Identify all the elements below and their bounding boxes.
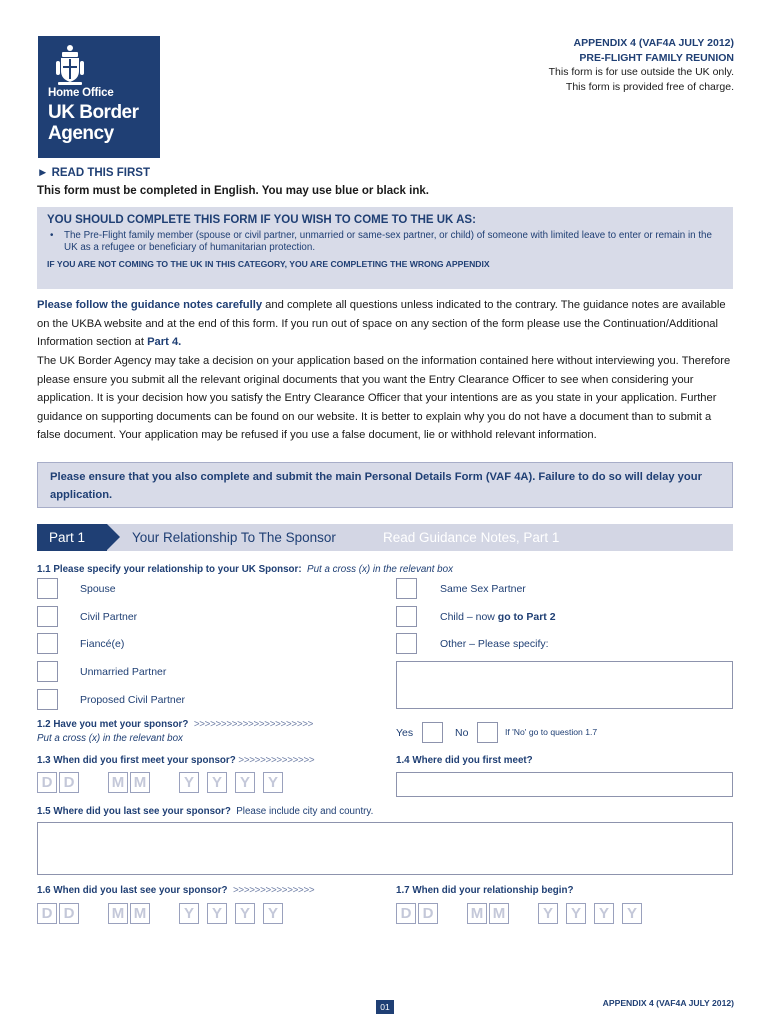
date-month-1-box[interactable]: M xyxy=(108,772,128,793)
option-proposed-civil-partner: Proposed Civil Partner xyxy=(80,694,186,706)
checkbox-child[interactable] xyxy=(396,606,417,627)
option-same-sex-partner: Same Sex Partner xyxy=(440,583,526,595)
q1-2-arrows: >>>>>>>>>>>>>>>>>>>>>> xyxy=(193,719,314,730)
date-first-meet[interactable] xyxy=(37,772,297,794)
ukba-logo xyxy=(38,36,160,158)
first-meet-location-field[interactable] xyxy=(396,772,733,797)
checkbox-fiance[interactable] xyxy=(37,633,58,654)
q1-2-text: 1.2 Have you met your sponsor? xyxy=(37,719,189,730)
checkbox-met-yes[interactable] xyxy=(422,722,443,743)
q1-3-text: 1.3 When did you first meet your sponsor? xyxy=(37,755,236,766)
date-day-2-box[interactable]: D xyxy=(418,903,438,924)
option-fiance: Fiancé(e) xyxy=(80,638,125,650)
q1-1-text: 1.1 Please specify your relationship to your UK Sponsor: xyxy=(37,564,302,575)
part1-arrow-icon xyxy=(107,524,120,550)
guidance-paragraph xyxy=(37,296,737,352)
part1-title: Your Relationship To The Sponsor xyxy=(132,530,336,545)
q1-3-label xyxy=(37,755,314,766)
option-unmarried-partner: Unmarried Partner xyxy=(80,666,167,678)
date-relationship-began[interactable] xyxy=(396,903,656,925)
q1-2-yes-label: Yes xyxy=(396,727,414,739)
q1-2-hint: Put a cross (x) in the relevant box xyxy=(37,733,183,744)
checkbox-same-sex-partner[interactable] xyxy=(396,578,417,599)
date-year-4-box[interactable]: Y xyxy=(622,903,642,924)
q1-4-label: 1.4 Where did you first meet? xyxy=(396,755,533,766)
checkbox-spouse[interactable] xyxy=(37,578,58,599)
q1-6-label xyxy=(37,885,314,896)
eligibility-box xyxy=(37,207,733,289)
date-last-seen[interactable] xyxy=(37,903,297,925)
q1-6-arrows: >>>>>>>>>>>>>>> xyxy=(233,885,315,896)
date-year-3-box[interactable]: Y xyxy=(594,903,614,924)
q1-7-label: 1.7 When did your relationship begin? xyxy=(396,885,574,896)
checkbox-met-no[interactable] xyxy=(477,722,498,743)
form-note-outside-uk: This form is for use outside the UK only. xyxy=(548,66,734,78)
option-civil-partner: Civil Partner xyxy=(80,611,138,623)
form-title: PRE-FLIGHT FAMILY REUNION xyxy=(579,51,734,64)
checkbox-other[interactable] xyxy=(396,633,417,654)
part1-guidance: Read Guidance Notes, Part 1 xyxy=(383,530,560,545)
decision-paragraph: The UK Border Agency may take a decision on your application based on the information contained here without interviewing you. Therefore please ensure you submit all the relevant original documents that you want the Entry Clearance Officer to see when considering your application. It is your decision how you satisfy the Entry Clearance Officer that your intentions are as you state in your application. Further guidance on supporting documents can be found on our website. It is better to explain why you do not have a document than to submit a false document. Your application may be refused if you use a false document, lie or withhold relevant information. xyxy=(37,355,731,442)
option-other: Other – Please specify: xyxy=(440,638,549,650)
date-month-1-box[interactable]: M xyxy=(108,903,128,924)
date-month-1-box[interactable]: M xyxy=(467,903,487,924)
date-day-1-box[interactable]: D xyxy=(37,772,57,793)
q1-2-if-no-note: If 'No' go to question 1.7 xyxy=(505,727,598,737)
q1-3-arrows: >>>>>>>>>>>>>> xyxy=(238,755,315,766)
read-this-first-heading: ► READ THIS FIRST xyxy=(37,167,150,179)
date-year-1-box[interactable]: Y xyxy=(179,772,199,793)
appendix-label: APPENDIX 4 (VAF4A JULY 2012) xyxy=(573,37,734,49)
date-year-2-box[interactable]: Y xyxy=(207,772,227,793)
date-month-2-box[interactable]: M xyxy=(130,903,150,924)
q1-1-hint: Put a cross (x) in the relevant box xyxy=(307,564,453,575)
eligibility-title: YOU SHOULD COMPLETE THIS FORM IF YOU WISH TO COME TO THE UK AS: xyxy=(47,214,476,226)
logo-agency-name: UK Border Agency xyxy=(48,102,139,144)
ink-instruction: This form must be completed in English. You may use blue or black ink. xyxy=(37,185,429,197)
date-day-2-box[interactable]: D xyxy=(59,903,79,924)
q1-5-hint: Please include city and country. xyxy=(236,806,374,817)
date-day-1-box[interactable]: D xyxy=(37,903,57,924)
option-child-text: Child – now xyxy=(440,611,498,623)
date-day-1-box[interactable]: D xyxy=(396,903,416,924)
checkbox-civil-partner[interactable] xyxy=(37,606,58,627)
part1-header xyxy=(37,524,733,551)
other-specify-field[interactable] xyxy=(396,661,733,709)
footer-appendix: APPENDIX 4 (VAF4A JULY 2012) xyxy=(602,998,734,1008)
q1-5-text: 1.5 Where did you last see your sponsor? xyxy=(37,806,231,817)
q1-6-text: 1.6 When did you last see your sponsor? xyxy=(37,885,228,896)
q1-2-hint-line xyxy=(37,733,183,744)
ensure-note-box: Please ensure that you also complete and submit the main Personal Details Form (VAF 4A). Failure to do so will delay your application. xyxy=(37,462,733,508)
option-spouse: Spouse xyxy=(80,583,116,595)
date-year-4-box[interactable]: Y xyxy=(263,772,283,793)
option-child xyxy=(440,611,556,623)
date-year-3-box[interactable]: Y xyxy=(235,772,255,793)
date-year-3-box[interactable]: Y xyxy=(235,903,255,924)
date-year-1-box[interactable]: Y xyxy=(538,903,558,924)
logo-home-office: Home Office xyxy=(48,87,114,99)
eligibility-warning: IF YOU ARE NOT COMING TO THE UK IN THIS CATEGORY, YOU ARE COMPLETING THE WRONG APPENDIX xyxy=(47,259,490,269)
page-number: 01 xyxy=(376,1000,394,1014)
q1-2-label xyxy=(37,719,313,730)
guidance-part-ref: Part 4. xyxy=(147,336,182,349)
last-seen-location-field[interactable] xyxy=(37,822,733,875)
q1-1-label xyxy=(37,564,453,575)
royal-crest-icon xyxy=(52,43,88,87)
checkbox-proposed-civil-partner[interactable] xyxy=(37,689,58,710)
checkbox-unmarried-partner[interactable] xyxy=(37,661,58,682)
date-year-1-box[interactable]: Y xyxy=(179,903,199,924)
date-year-2-box[interactable]: Y xyxy=(207,903,227,924)
q1-2-no-label: No xyxy=(455,727,469,739)
date-month-2-box[interactable]: M xyxy=(489,903,509,924)
q1-5-label xyxy=(37,806,373,817)
date-month-2-box[interactable]: M xyxy=(130,772,150,793)
form-header xyxy=(549,36,734,94)
guidance-text: and complete all questions unless indicated to the contrary. The guidance notes are available on the UKBA website and at the end of this form. If you run out of space on any section of the form please use the Continuation/Additional Information section at xyxy=(37,299,726,349)
option-child-link: go to Part 2 xyxy=(497,611,556,623)
date-year-2-box[interactable]: Y xyxy=(566,903,586,924)
date-year-4-box[interactable]: Y xyxy=(263,903,283,924)
form-note-free: This form is provided free of charge. xyxy=(565,80,734,93)
date-day-2-box[interactable]: D xyxy=(59,772,79,793)
part1-label: Part 1 xyxy=(37,524,107,551)
eligibility-bullet: • The Pre-Flight family member (spouse or civil partner, unmarried or same-sex partner, or child) of someone with limited leave to enter or remain in the UK as a refugee or beneficiary of humanitarian protection. xyxy=(47,230,723,254)
guidance-bold: Please follow the guidance notes carefully xyxy=(37,299,263,311)
